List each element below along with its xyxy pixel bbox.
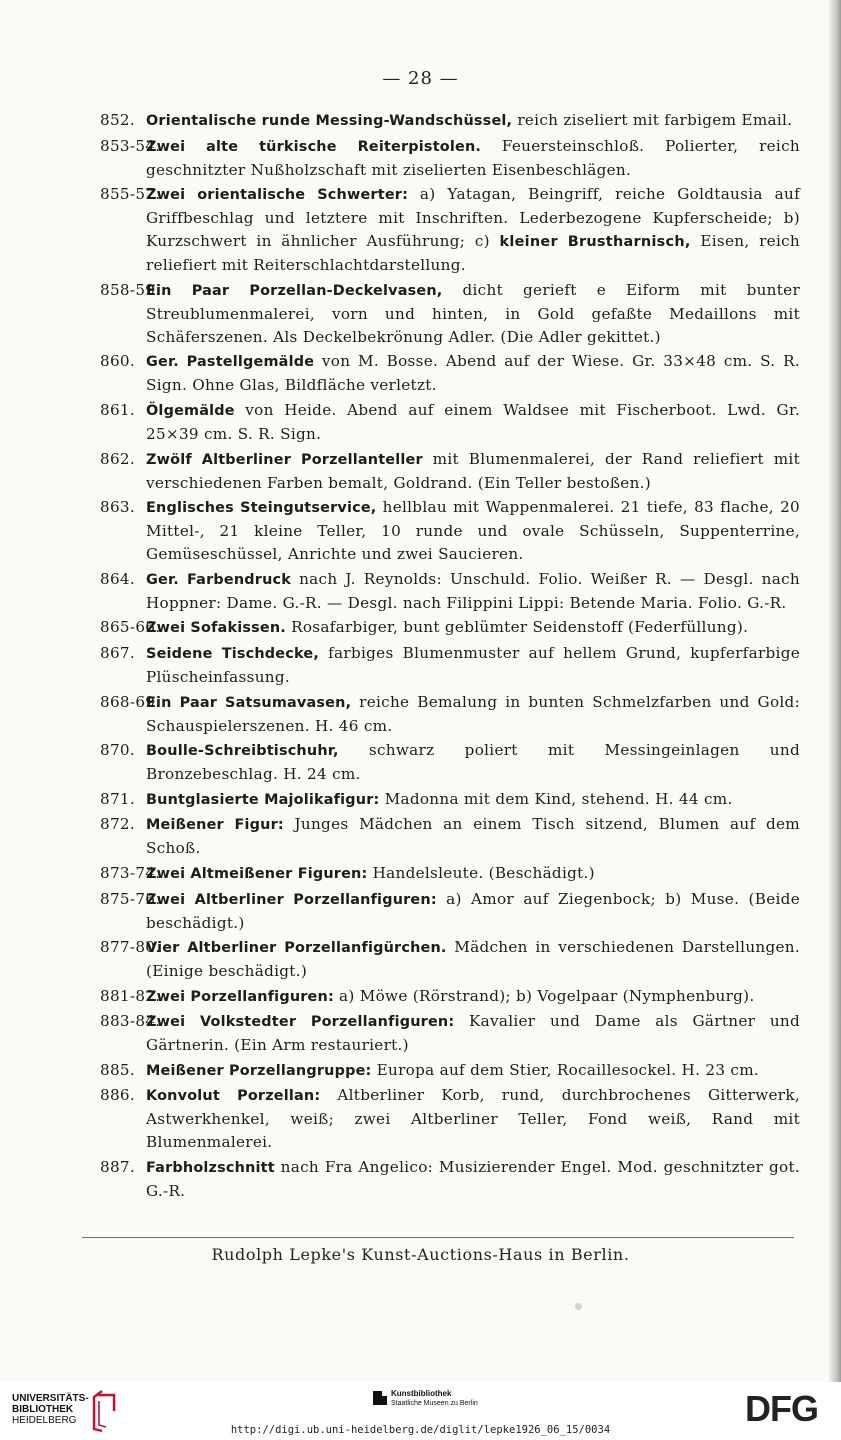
entry-title: Buntglasierte Majolikafigur: xyxy=(146,791,380,808)
entry-text: Kavalier und Dame als Gärtner und Gärtnerin. (Ein Arm restauriert.) xyxy=(146,1012,801,1055)
entry-text: Handelsleute. (Beschädigt.) xyxy=(367,863,595,882)
entry-title: Ger. Farbendruck xyxy=(146,571,292,588)
entry-title: Ger. Pastellgemälde xyxy=(146,354,315,371)
entry-title: Zwei Altmeißener Figuren: xyxy=(146,865,368,882)
kunstbibliothek-subtitle: Staatliche Museen zu Berlin xyxy=(391,1400,478,1407)
entry-number: 875-76. xyxy=(100,889,161,908)
entry-text: Madonna mit dem Kind, stehend. H. 44 cm. xyxy=(379,789,733,808)
entry-number: 886. xyxy=(100,1086,136,1105)
page-edge-shadow xyxy=(829,0,841,1440)
paper-speck xyxy=(575,1303,582,1310)
entry-text: hellblau mit Wappenmalerei. 21 tiefe, 83 flache, 20 Mittel-, 21 kleine Teller, 10 runde und ovale Schüsseln, Suppenterrine, Gemüseschüssel, Anrichte und zwei Saucieren. xyxy=(146,498,800,564)
kunstbibliothek-text xyxy=(391,1389,478,1409)
entry-number: 872. xyxy=(100,815,136,834)
catalog-entry xyxy=(100,1084,800,1154)
ub-logo-line3: HEIDELBERG xyxy=(12,1415,77,1426)
entry-number: 871. xyxy=(100,789,136,808)
entry-number: 887. xyxy=(100,1158,136,1177)
catalog-entry xyxy=(100,985,800,1009)
footer-publisher: Rudolph Lepke's Kunst-Auctions-Haus in Berlin. xyxy=(211,1245,630,1264)
entry-title: Ein Paar Porzellan-Deckelvasen, xyxy=(146,282,443,299)
catalog-entry xyxy=(100,642,800,689)
catalog-entry xyxy=(100,399,800,446)
catalog-entry xyxy=(100,183,800,277)
ub-logo-text xyxy=(12,1393,89,1426)
entry-number: 855-57. xyxy=(100,185,161,204)
entry-text: reich ziseliert mit farbigem Email. xyxy=(512,111,793,129)
entry-number: 873-74. xyxy=(100,863,161,882)
entry-text: von M. Bosse. Abend auf der Wiese. Gr. 33×48 cm. S. R. Sign. Ohne Glas, Bildfläche verletzt. xyxy=(146,352,800,395)
entry-number: 877-80. xyxy=(100,938,161,957)
catalog-entries xyxy=(100,109,800,1205)
catalog-entry xyxy=(100,788,800,812)
entry-title: Boulle-Schreibtischuhr, xyxy=(146,743,339,760)
entry-title: Zwei Porzellanfiguren: xyxy=(146,988,334,1005)
entry-text: Rosafarbiger, bunt geblümter Seidenstoff (Federfüllung). xyxy=(285,618,749,637)
entry-title: Konvolut Porzellan: xyxy=(146,1088,321,1105)
entry-number: 860. xyxy=(100,352,136,371)
entry-text: farbiges Blumenmuster auf hellem Grund, kupferfarbige Plüscheinfassung. xyxy=(146,643,801,686)
catalog-entry xyxy=(100,135,800,182)
kunstbibliothek-name: Kunstbibliothek xyxy=(391,1389,452,1398)
entry-title: Zwei Volkstedter Porzellanfiguren: xyxy=(146,1014,455,1031)
entry-number: 885. xyxy=(100,1060,136,1079)
entry-title: Seidene Tischdecke, xyxy=(146,645,320,662)
entry-title: Zwölf Altberliner Porzellanteller xyxy=(146,451,423,468)
entry-title: Zwei Altberliner Porzellanfiguren: xyxy=(146,891,437,908)
dfg-logo[interactable]: DFG xyxy=(745,1388,818,1429)
entry-number: 883-84. xyxy=(100,1012,161,1031)
permalink-url[interactable]: http://digi.ub.uni-heidelberg.de/diglit/lepke1926_06_15/0034 xyxy=(230,1424,611,1436)
entry-text: mit Blumenmalerei, der Rand reliefiert mit verschiedenen Farben bemalt, Goldrand. (Ein Teller bestoßen.) xyxy=(146,449,800,492)
entry-number: 881-82. xyxy=(100,986,161,1005)
entry-text: Feuersteinschloß. Polierter, reich geschnitzter Nußholzschaft mit ziselierten Eisenbeschlägen. xyxy=(146,136,800,179)
entry-number: 865-66. xyxy=(100,618,161,637)
entry-subtitle: kleiner Brustharnisch, xyxy=(499,234,691,251)
entry-text: von Heide. Abend auf einem Waldsee mit Fischerboot. Lwd. Gr. 25×39 cm. S. R. Sign. xyxy=(146,400,800,443)
ub-logo-line1: UNIVERSITÄTS- xyxy=(12,1393,89,1404)
catalog-entry xyxy=(100,888,800,935)
catalog-entry xyxy=(100,568,800,615)
entry-text: a) Yatagan, Beingriff, reiche Goldtausia auf Griffbeschlag und letztere mit Inschriften. Lederbezogene Kupferscheide; b) Kurzschwert in ähnlicher Ausführung; c) xyxy=(146,185,800,251)
entry-number: 868-69. xyxy=(100,692,161,711)
catalog-entry xyxy=(100,1156,800,1203)
catalog-entry xyxy=(100,1059,800,1083)
entry-number: 861. xyxy=(100,400,136,419)
entry-text: Altberliner Korb, rund, durchbrochenes Gitterwerk, Astwerkhenkel, weiß; zwei Altberliner Teller, Fond weiß, Rand mit Blumenmalerei. xyxy=(146,1086,800,1152)
entry-text: a) Amor auf Ziegenbock; b) Muse. (Beide beschädigt.) xyxy=(146,889,800,932)
entry-number: 863. xyxy=(100,498,136,517)
kunstbibliothek-logo[interactable] xyxy=(373,1389,513,1419)
entry-text: dicht gerieft e Eiform mit bunter Streublumenmalerei, vorn und hinten, in Gold gefaßte Medaillons mit Schäferszenen. Als Deckelbekrönung Adler. (Die Adler gekittet.) xyxy=(146,280,801,346)
entry-text: nach J. Reynolds: Unschuld. Folio. Weißer R. — Desgl. nach Hoppner: Dame. G.-R. — Desgl. nach Filippini Lippi: Betende Maria. Folio. G.-R. xyxy=(146,569,801,612)
catalog-entry xyxy=(100,616,800,640)
entry-text: schwarz poliert mit Messingeinlagen und Bronzebeschlag. H. 24 cm. xyxy=(146,741,800,784)
catalog-entry xyxy=(100,279,800,349)
entry-title: Orientalische runde Messing-Wandschüssel, xyxy=(146,113,513,129)
entry-title: Vier Altberliner Porzellanfigürchen. xyxy=(146,940,447,957)
entry-title: Ein Paar Satsumavasen, xyxy=(146,694,352,711)
entry-text: Mädchen in verschiedenen Darstellungen. (Einige beschädigt.) xyxy=(146,938,800,981)
entry-title: Englisches Steingutservice, xyxy=(146,500,377,517)
catalog-entry xyxy=(100,1010,800,1057)
catalog-entry xyxy=(100,496,800,566)
entry-text-continued: Eisen, reich reliefiert mit Reiterschlachtdarstellung. xyxy=(146,232,800,275)
entry-number: 864. xyxy=(100,569,136,588)
entry-text: Junges Mädchen an einem Tisch sitzend, Blumen auf dem Schoß. xyxy=(146,815,800,858)
entry-number: 867. xyxy=(100,643,136,662)
entry-text: a) Möwe (Rörstrand); b) Vogelpaar (Nymphenburg). xyxy=(333,986,755,1005)
entry-title: Farbholzschnitt xyxy=(146,1160,275,1177)
entry-number: 870. xyxy=(100,741,136,760)
entry-text: reiche Bemalung in bunten Schmelzfarben und Gold: Schauspielerszenen. H. 46 cm. xyxy=(146,692,800,735)
ub-logo-line2: BIBLIOTHEK xyxy=(12,1404,74,1415)
entry-text: Europa auf dem Stier, Rocaillesockel. H. 23 cm. xyxy=(371,1060,760,1079)
catalog-entry xyxy=(100,691,800,738)
entry-title: Ölgemälde xyxy=(146,402,235,419)
catalog-entry xyxy=(100,109,800,133)
page-number: — 28 — xyxy=(382,68,459,89)
catalog-entry xyxy=(100,936,800,983)
footer-divider xyxy=(82,1237,794,1238)
entry-number: 853-54. xyxy=(100,136,161,155)
catalog-entry xyxy=(100,448,800,495)
entry-title: Meißener Porzellangruppe: xyxy=(146,1062,372,1079)
catalog-entry xyxy=(100,739,800,786)
entry-title: Zwei alte türkische Reiterpistolen. xyxy=(146,138,482,155)
entry-title: Meißener Figur: xyxy=(146,817,284,834)
entry-number: 862. xyxy=(100,449,136,468)
catalog-entry xyxy=(100,862,800,886)
entry-title: Zwei orientalische Schwerter: xyxy=(146,187,409,204)
entry-text: nach Fra Angelico: Musizierender Engel. Mod. geschnitzter got. G.-R. xyxy=(146,1158,800,1201)
catalog-entry xyxy=(100,350,800,397)
catalog-entry xyxy=(100,813,800,860)
kunstbibliothek-mark-icon xyxy=(373,1391,387,1405)
entry-number: 858-59. xyxy=(100,280,161,299)
entry-title: Zwei Sofakissen. xyxy=(146,620,286,637)
entry-number: 852. xyxy=(100,111,136,129)
